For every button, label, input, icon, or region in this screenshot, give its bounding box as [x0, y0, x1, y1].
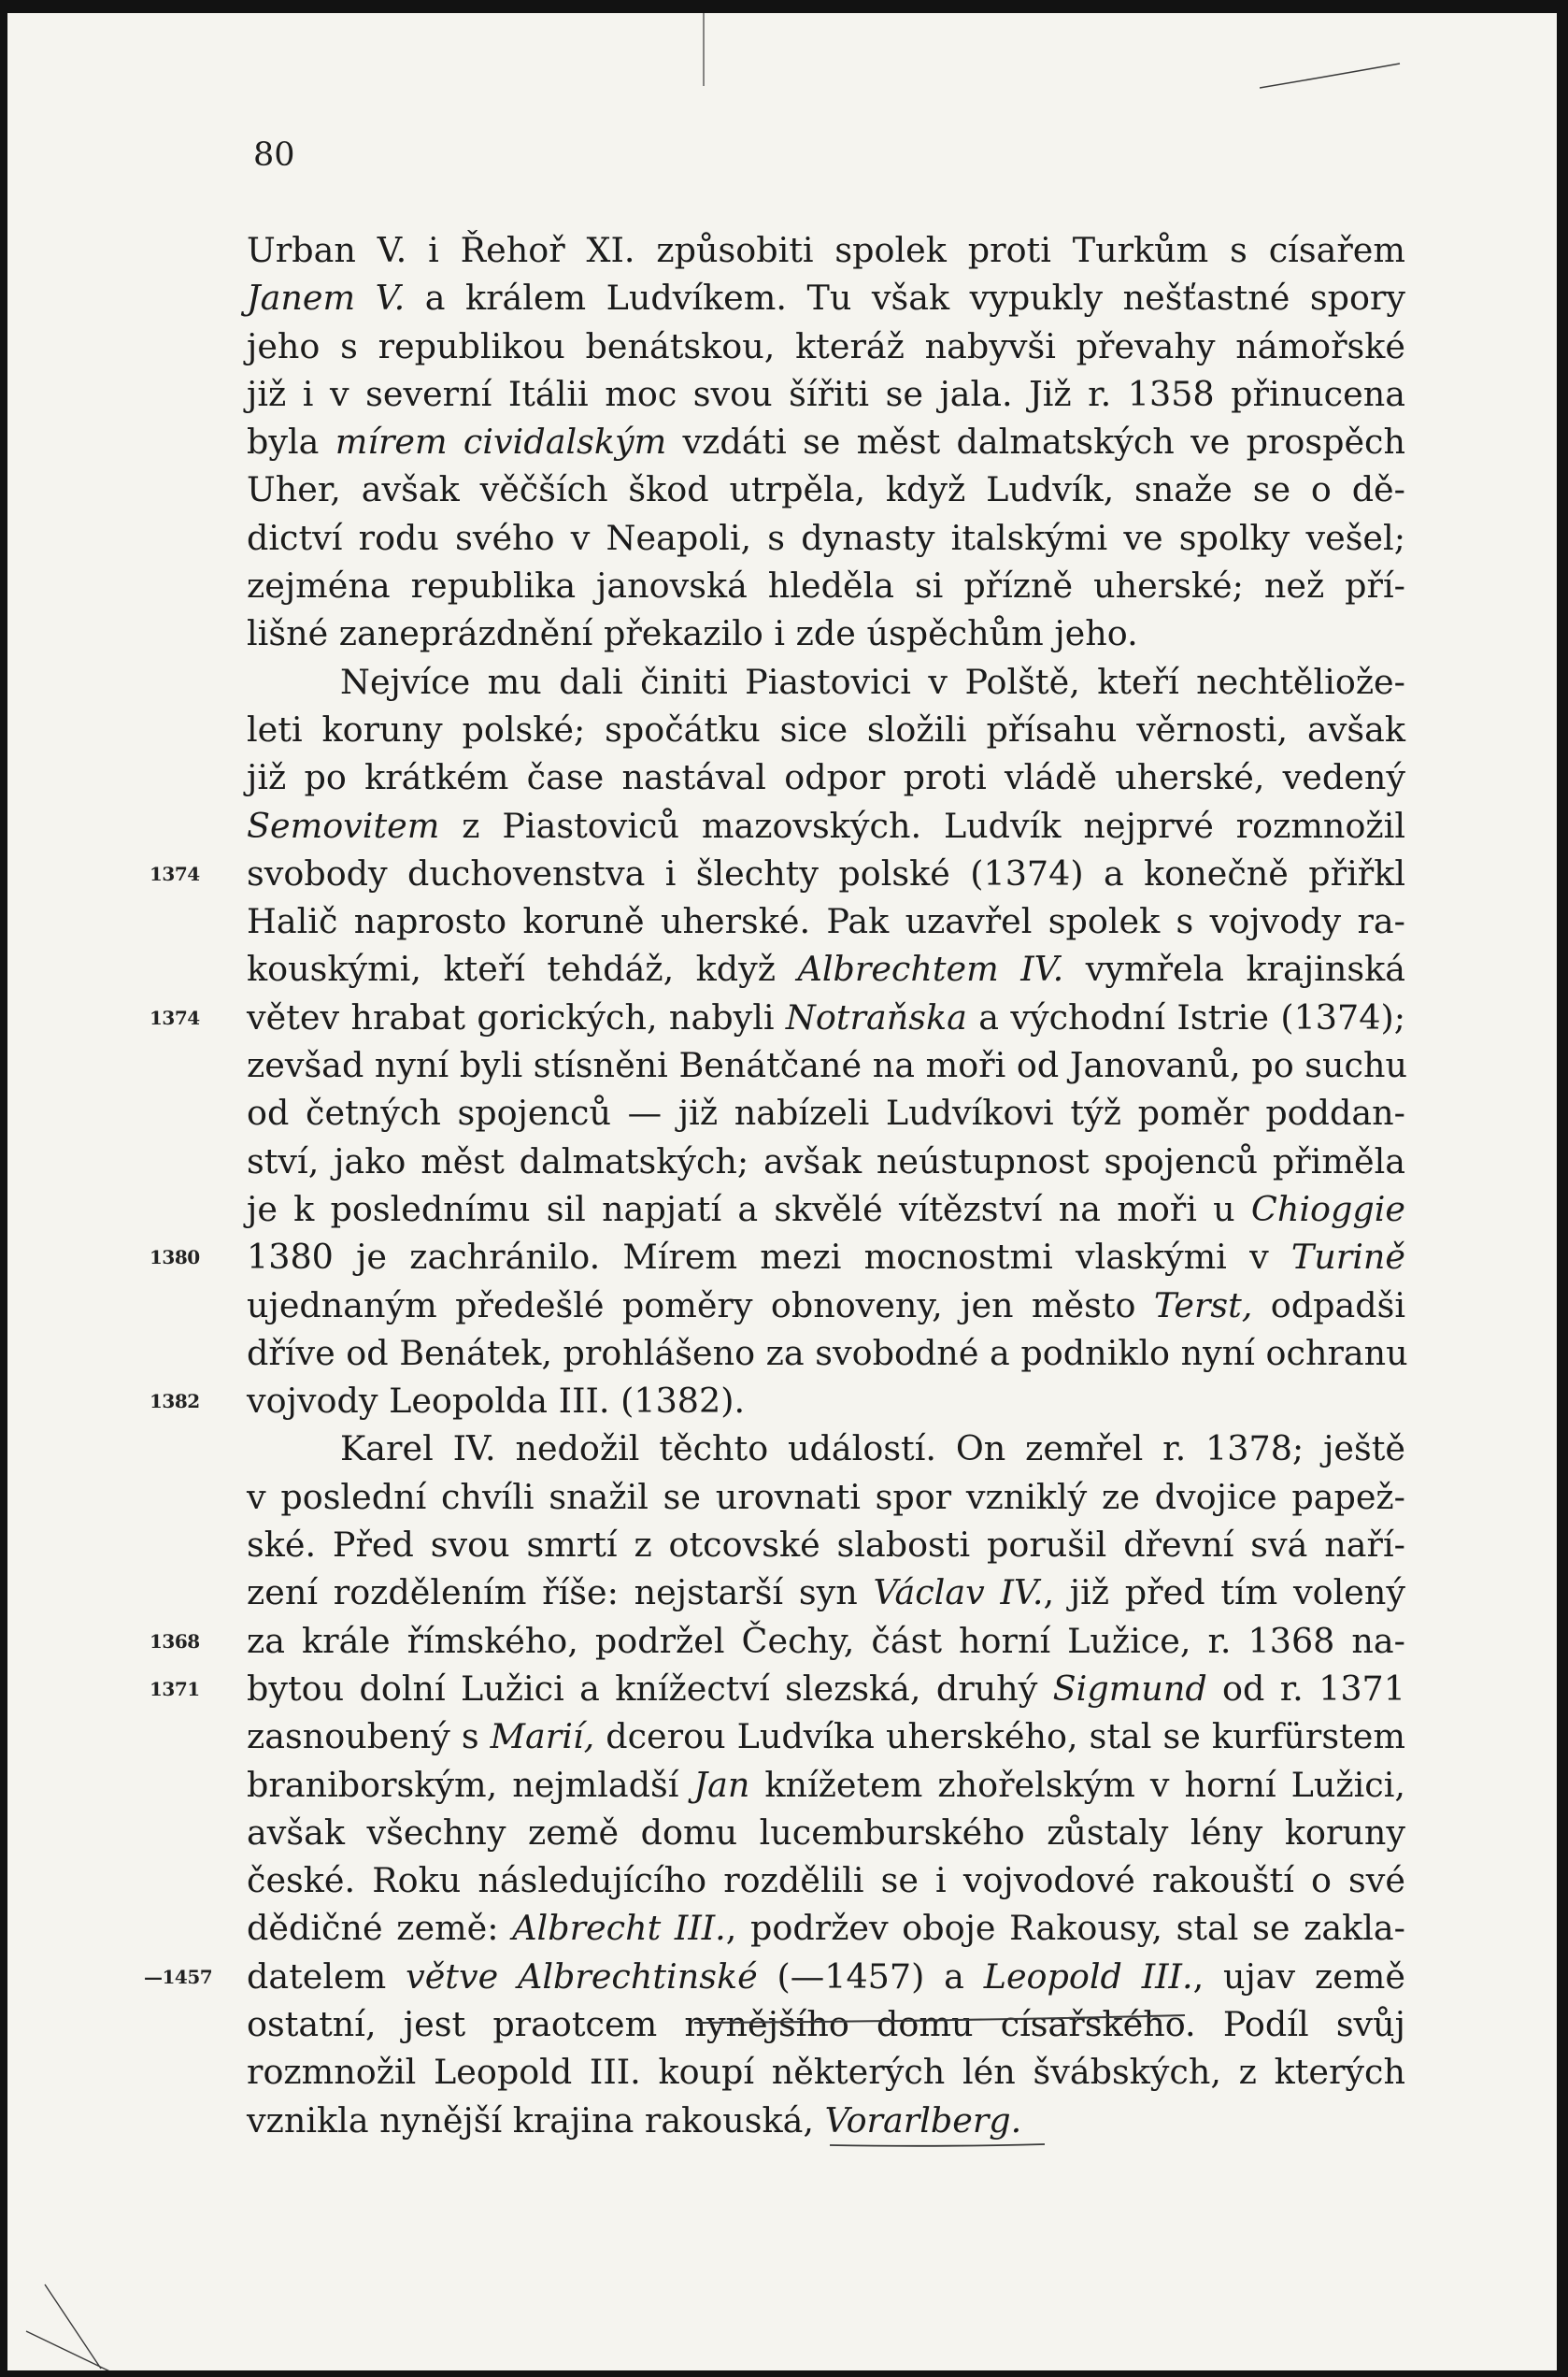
text-run: odpadši	[1252, 1284, 1405, 1325]
text-run: , již před tím volený	[1043, 1572, 1405, 1613]
italic-phrase: větve Albrechtinské	[406, 1955, 758, 1997]
text-run: zevšad nyní byli stísněni Benátčané na moři od Janovanů, po suchu	[247, 1045, 1407, 1086]
text-line	[247, 1904, 1405, 1952]
text-line	[150, 850, 1405, 897]
text-run: leti koruny polské; spočátku sice složili přísahu věrnosti, avšak	[247, 709, 1405, 750]
text-run: byla	[247, 422, 335, 463]
text-line	[150, 1233, 1405, 1281]
text-run: Uher, avšak věčších škod utrpěla, když Ludvík, snaže se o dě-	[247, 469, 1405, 510]
text-line	[247, 897, 1405, 945]
text-run: a východní Istrie (1374);	[966, 996, 1406, 1038]
text-line	[247, 370, 1405, 418]
text-run: , ujav země	[1192, 1955, 1406, 1997]
text-line	[247, 2000, 1405, 2048]
italic-phrase: Leopold III.	[983, 1955, 1193, 1997]
scan-edge-mark	[699, 13, 708, 88]
text-line	[247, 418, 1405, 465]
text-run: Nejvíce mu dali činiti Piastovici v Polště, kteří nechtěliože-	[340, 661, 1405, 702]
text-run: již i v severní Itálii moc svou šířiti se jala. Již r. 1358 přinucena	[247, 373, 1405, 414]
margin-year-note: 1371	[150, 1677, 200, 1700]
text-line	[150, 994, 1406, 1041]
text-line	[150, 1377, 1405, 1425]
text-line	[247, 706, 1405, 753]
text-run: Halič naprosto koruně uherské. Pak uzavřel spolek s vojvody ra-	[247, 901, 1405, 942]
text-run: braniborským, nejmladší	[247, 1764, 694, 1805]
text-line	[247, 1185, 1405, 1233]
text-run: od četných spojenců — již nabízeli Ludvíkovi týž poměr poddan-	[247, 1093, 1405, 1134]
text-run: a králem Ludvíkem. Tu však vypukly nešťastné spory	[405, 278, 1406, 319]
text-line	[247, 1138, 1405, 1185]
text-run: větev hrabat gorických, nabyli	[247, 996, 786, 1038]
text-line	[247, 609, 1405, 657]
text-line	[144, 1953, 1406, 2000]
text-line	[247, 1521, 1405, 1568]
text-line	[247, 1089, 1405, 1137]
text-run: , podržev oboje Rakousy, stal se zakla-	[725, 1908, 1405, 1949]
text-line	[247, 1712, 1405, 1760]
text-line	[247, 658, 1405, 706]
text-run: avšak všechny země domu lucemburského zůstaly lény koruny	[247, 1811, 1405, 1853]
text-line	[247, 945, 1405, 993]
text-run: Karel IV. nedožil těchto událostí. On zemřel r. 1378; ještě	[340, 1428, 1405, 1469]
text-run: vzdáti se měst dalmatských ve prospěch	[666, 422, 1406, 463]
text-run: ujednaným předešlé poměry obnoveny, jen město	[247, 1284, 1154, 1325]
italic-phrase: Semovitem	[247, 805, 440, 846]
page-number: 80	[253, 136, 295, 174]
text-run: dědičné země:	[247, 1908, 513, 1949]
text-run: 1380 je zachránilo. Mírem mezi mocnostmi vlaskými v	[247, 1237, 1291, 1278]
text-run: v poslední chvíli snažil se urovnati spor vzniklý ze dvojice papež-	[247, 1476, 1405, 1517]
text-run: již po krátkém čase nastával odpor proti vládě uherské, vedený	[247, 757, 1405, 798]
italic-phrase: Jan	[693, 1764, 750, 1805]
italic-phrase: Vorarlberg.	[824, 2099, 1022, 2141]
text-line	[150, 1665, 1405, 1712]
pencil-mark	[1260, 60, 1409, 97]
text-line	[247, 1856, 1405, 1904]
text-run: od r. 1371	[1206, 1668, 1405, 1709]
text-run: dcerou Ludvíka uherského, stal se kurfürstem	[594, 1716, 1405, 1757]
italic-phrase: Marií,	[490, 1716, 595, 1757]
text-line	[247, 2048, 1405, 2096]
text-run: zejména republika janovská hleděla si přízně uherské; než pří-	[247, 566, 1405, 607]
book-page	[7, 13, 1557, 2370]
italic-phrase: Albrechtem IV.	[797, 949, 1064, 990]
text-run: ství, jako měst dalmatských; avšak neústupnost spojenců přiměla	[247, 1140, 1405, 1181]
text-line	[247, 562, 1405, 609]
text-line	[247, 1473, 1405, 1521]
text-run: rozmnožil Leopold III. koupí některých lén švábských, z kterých	[247, 2052, 1405, 2093]
italic-phrase: Václav IV.	[873, 1572, 1044, 1613]
text-run: dříve od Benátek, prohlášeno za svobodné a podniklo nyní ochranu	[247, 1332, 1408, 1373]
italic-phrase: Terst,	[1153, 1284, 1253, 1325]
text-run: Urban V. i Řehoř XI. způsobiti spolek proti Turkům s císařem	[247, 230, 1405, 270]
text-run: jeho s republikou benátskou, kteráž nabyvši převahy námořské	[247, 325, 1405, 366]
text-run: ské. Před svou smrtí z otcovské slabosti porušil dřevní svá naří-	[247, 1525, 1405, 1566]
italic-phrase: Janem V.	[247, 278, 406, 319]
text-line	[247, 1041, 1405, 1089]
text-run: za krále římského, podržel Čechy, část horní Lužice, r. 1368 na-	[247, 1620, 1405, 1661]
text-run: vymřela krajinská	[1063, 949, 1405, 990]
margin-year-note: 1374	[150, 862, 200, 885]
text-line	[247, 1282, 1405, 1329]
text-run: zení rozdělením říše: nejstarší syn	[247, 1572, 874, 1613]
corner-crease	[7, 2275, 138, 2370]
text-run: ostatní, jest praotcem nynějšího domu císařského. Podíl svůj	[247, 2003, 1405, 2044]
text-run: české. Roku následujícího rozdělili se i vojvodové rakouští o své	[247, 1860, 1405, 1901]
text-line	[247, 226, 1405, 274]
margin-year-note: 1382	[150, 1390, 200, 1413]
text-run: svobody duchovenstva i šlechty polské (1374) a konečně přiřkl	[247, 852, 1405, 894]
text-run: dictví rodu svého v Neapoli, s dynasty italskými ve spolky vešel;	[247, 517, 1405, 558]
text-line	[247, 322, 1405, 370]
text-run: zasnoubený s	[247, 1716, 491, 1757]
text-line	[247, 1809, 1405, 1856]
text-line	[247, 2097, 1405, 2144]
text-run: bytou dolní Lužici a knížectví slezská, druhý	[247, 1668, 1053, 1709]
text-run: kouskými, kteří tehdáž, když	[247, 949, 798, 990]
text-line	[247, 1761, 1405, 1809]
italic-phrase: Notraňska	[785, 996, 967, 1038]
text-run: lišné zaneprázdnění překazilo i zde úspěchům jeho.	[247, 613, 1138, 654]
margin-year-note: 1380	[150, 1246, 200, 1269]
italic-phrase: mírem cividalským	[335, 422, 667, 463]
text-line	[247, 1568, 1405, 1616]
main-text	[144, 226, 1408, 2144]
text-line	[247, 274, 1405, 322]
margin-year-note: 1368	[150, 1629, 200, 1653]
text-run: knížetem zhořelským v horní Lužici,	[749, 1764, 1405, 1805]
italic-phrase: Albrecht III.	[512, 1908, 726, 1949]
text-line	[247, 1329, 1408, 1377]
text-run: vznikla nynější krajina rakouská,	[247, 2099, 825, 2141]
margin-year-note: 1374	[150, 1006, 200, 1029]
italic-phrase: Sigmund	[1052, 1668, 1207, 1709]
text-line	[247, 802, 1405, 850]
text-line	[150, 1617, 1405, 1665]
text-run: (—1457) a	[757, 1955, 984, 1997]
text-line	[247, 465, 1405, 513]
text-line	[247, 1425, 1405, 1472]
text-run: je k poslednímu sil napjatí a skvělé vítězství na moři u	[247, 1188, 1251, 1229]
text-run: vojvody Leopolda III. (1382).	[247, 1381, 746, 1422]
margin-year-note: —1457	[144, 1965, 213, 1988]
italic-phrase: Turině	[1290, 1237, 1405, 1278]
text-line	[247, 753, 1405, 801]
text-run: datelem	[247, 1955, 406, 1997]
italic-phrase: Chioggie	[1250, 1188, 1405, 1229]
text-run: z Piastoviců mazovských. Ludvík nejprvé rozmnožil	[439, 805, 1405, 846]
text-line	[247, 514, 1405, 562]
